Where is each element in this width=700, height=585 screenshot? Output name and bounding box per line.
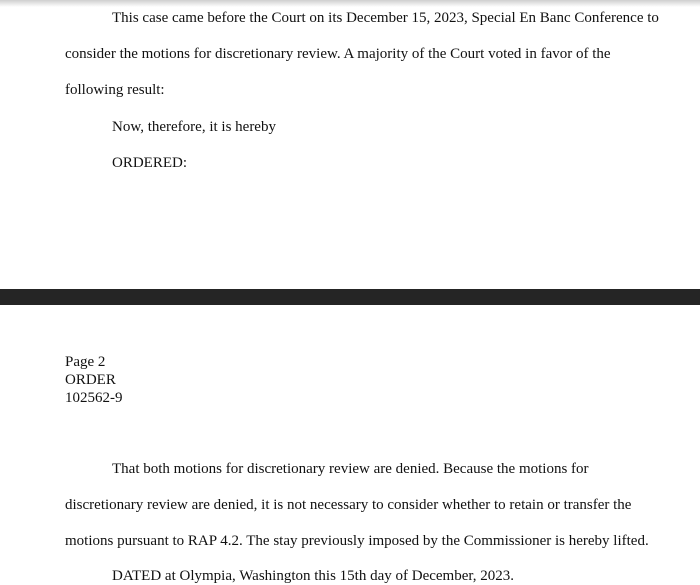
- body-text-line: That both motions for discretionary review are denied. Because the motions for: [112, 461, 589, 477]
- body-text-line: following result:: [65, 82, 165, 98]
- document-type-label: ORDER: [65, 372, 116, 388]
- document-page-1: [0, 0, 700, 289]
- page-separator: [0, 289, 700, 305]
- case-number-label: 102562-9: [65, 390, 123, 406]
- ordered-heading: ORDERED:: [112, 155, 187, 171]
- body-text-line: motions pursuant to RAP 4.2. The stay previously imposed by the Commissioner is hereby lifted.: [65, 533, 649, 549]
- document-page-2: [0, 305, 700, 584]
- body-text-line: consider the motions for discretionary review. A majority of the Court voted in favor of the: [65, 46, 611, 62]
- body-text-line: discretionary review are denied, it is not necessary to consider whether to retain or transfer the: [65, 497, 632, 513]
- now-therefore-line: Now, therefore, it is hereby: [112, 119, 276, 135]
- page-top-shadow: [0, 0, 700, 7]
- body-text-line: This case came before the Court on its December 15, 2023, Special En Banc Conference to: [112, 10, 659, 26]
- page-number-label: Page 2: [65, 354, 106, 370]
- dated-line: DATED at Olympia, Washington this 15th day of December, 2023.: [112, 568, 515, 584]
